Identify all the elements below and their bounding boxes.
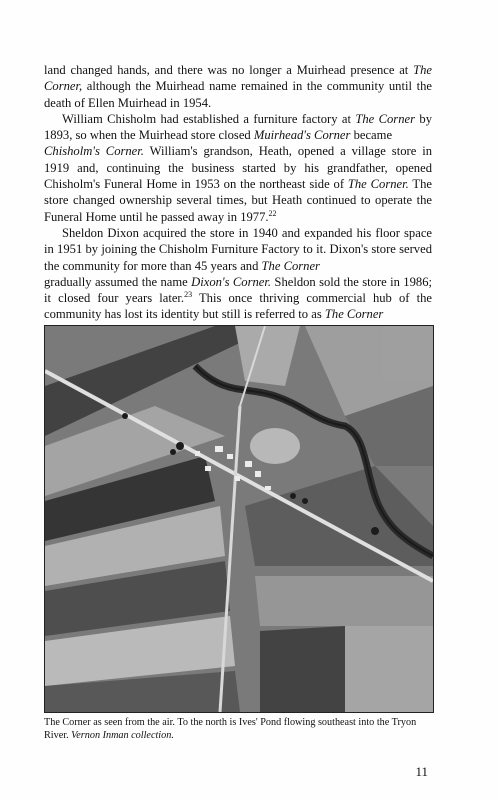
text-run: William Chisholm had established a furniture factory at	[62, 111, 356, 126]
italic-run: The Corner	[324, 307, 384, 322]
caption-text: The Corner as seen from the air. To the north is Ives' Pond flowing southeast into the Tryon River.	[44, 717, 417, 741]
text-run: Sheldon sold the store in 1986; it closed four years later.	[44, 274, 432, 306]
aerial-photo-illustration	[45, 326, 433, 712]
text-run: This once thriving commercial hub of the community has lost its identity but still is referred to as	[44, 291, 432, 322]
text-run: William's grandson, Heath, opened a village store in 1919 and, continuing the business started by his grandfather, opened Chisholm's Funeral Home in 1953 on the northeast side of	[44, 144, 432, 192]
text-run: The store changed ownership several times, but Heath continued to operate the Funeral Home until he passed away in 1977.	[44, 177, 432, 224]
text-run: gradually assumed the name	[44, 274, 192, 289]
italic-run: The Corner.	[347, 177, 409, 192]
photo-caption	[44, 716, 436, 742]
italic-run: The Corner,	[44, 63, 432, 94]
italic-run: Muirhead's Corner	[253, 128, 351, 143]
text-run: Sheldon Dixon acquired the store in 1940 and expanded his floor space in 1951 by joining the Chisholm Furniture Factory to it. Dixon's store served the community for more than 45 years and	[44, 225, 432, 273]
italic-run: The Corner	[355, 111, 416, 126]
italic-run: Chisholm's Corner.	[44, 144, 144, 159]
italic-run: Dixon's Corner.	[191, 274, 272, 289]
body-text	[44, 62, 432, 339]
footnote-ref[interactable]: 22	[268, 208, 277, 218]
page-number: 11	[415, 764, 428, 779]
footnote-ref[interactable]: 23	[184, 290, 193, 300]
text-run: by 1893, so when the Muirhead store closed	[44, 111, 432, 143]
caption-credit: Vernon Inman collection.	[71, 730, 174, 741]
paragraph-3	[44, 225, 432, 339]
italic-run: The Corner	[261, 258, 320, 273]
paragraph-2	[44, 111, 432, 225]
text-run: although the Muirhead name remained in the community until the death of Ellen Muirhead in 1954.	[44, 79, 432, 110]
aerial-photograph	[44, 325, 434, 713]
text-run: became	[350, 128, 393, 143]
paragraph-1	[44, 62, 432, 111]
text-run: land changed hands, and there was no longer a Muirhead presence at	[44, 63, 414, 77]
